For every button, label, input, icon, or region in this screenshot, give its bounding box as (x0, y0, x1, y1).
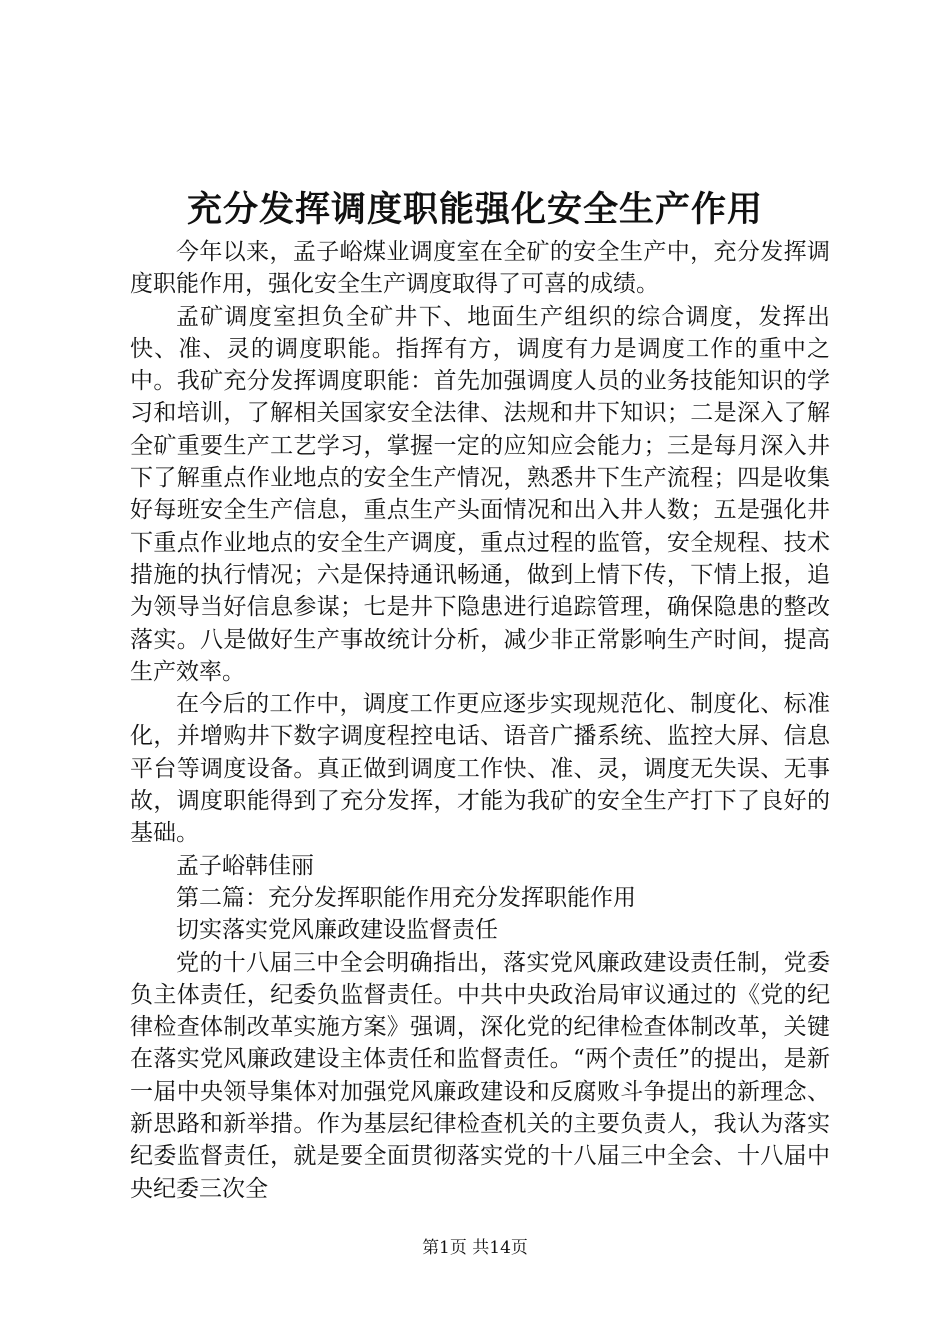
page-number: 第1页 共14页 (422, 1238, 528, 1258)
document-body (130, 236, 830, 1205)
author-signature: 孟子峪韩佳丽 (176, 852, 314, 879)
paragraph-duties: 孟矿调度室担负全矿井下、地面生产组织的综合调度，发挥出快、准、灵的调度职能。指挥有方，调度有力是调度工作的重中之中。我矿充分发挥调度职能：首先加强调度人员的业务技能知识的学习和培训，了解相关国家安全法律、法规和井下知识；二是深入了解全矿重要生产工艺学习，掌握一定的应知应会能力；三是每月深入井下了解重点作业地点的安全生产情况，熟悉井下生产流程；四是收集好每班安全生产信息，重点生产头面情况和出入井人数；五是强化井下重点作业地点的安全生产调度，重点过程的监管，安全规程、技术措施的执行情况；六是保持通讯畅通，做到上情下传，下情上报，追为领导当好信息参谋；七是井下隐患进行追踪管理，确保隐患的整改落实。八是做好生产事故统计分析，减少非正常影响生产时间，提高生产效率。 (130, 303, 830, 685)
paragraph-responsibility: 党的十八届三中全会明确指出，落实党风廉政建设责任制，党委负主体责任，纪委负监督责任。中共中央政治局审议通过的《党的纪律检查体制改革实施方案》强调，深化党的纪律检查体制改革，关键在落实党风廉政建设主体责任和监督责任。“两个责任”的提出，是新一届中央领导集体对加强党风廉政建设和反腐败斗争提出的新理念、新思路和新举措。作为基层纪律检查机关的主要负责人，我认为落实纪委监督责任，就是要全面贯彻落实党的十八届三中全会、十八届中央纪委三次全 (130, 949, 830, 1202)
paragraph-future: 在今后的工作中，调度工作更应逐步实现规范化、制度化、标准化，并增购井下数字调度程控电话、语音广播系统、监控大屏、信息平台等调度设备。真正做到调度工作快、准、灵，调度无失误、无事故，调度职能得到了充分发挥，才能为我矿的安全生产打下了良好的基础。 (130, 691, 830, 847)
section-heading: 第二篇：充分发挥职能作用充分发挥职能作用 (176, 884, 636, 911)
document-title: 充分发挥调度职能强化安全生产作用 (186, 189, 763, 230)
section-subheading: 切实落实党风廉政建设监督责任 (176, 917, 498, 944)
paragraph-intro: 今年以来，孟子峪煤业调度室在全矿的安全生产中，充分发挥调度职能作用，强化安全生产调度取得了可喜的成绩。 (130, 239, 830, 298)
